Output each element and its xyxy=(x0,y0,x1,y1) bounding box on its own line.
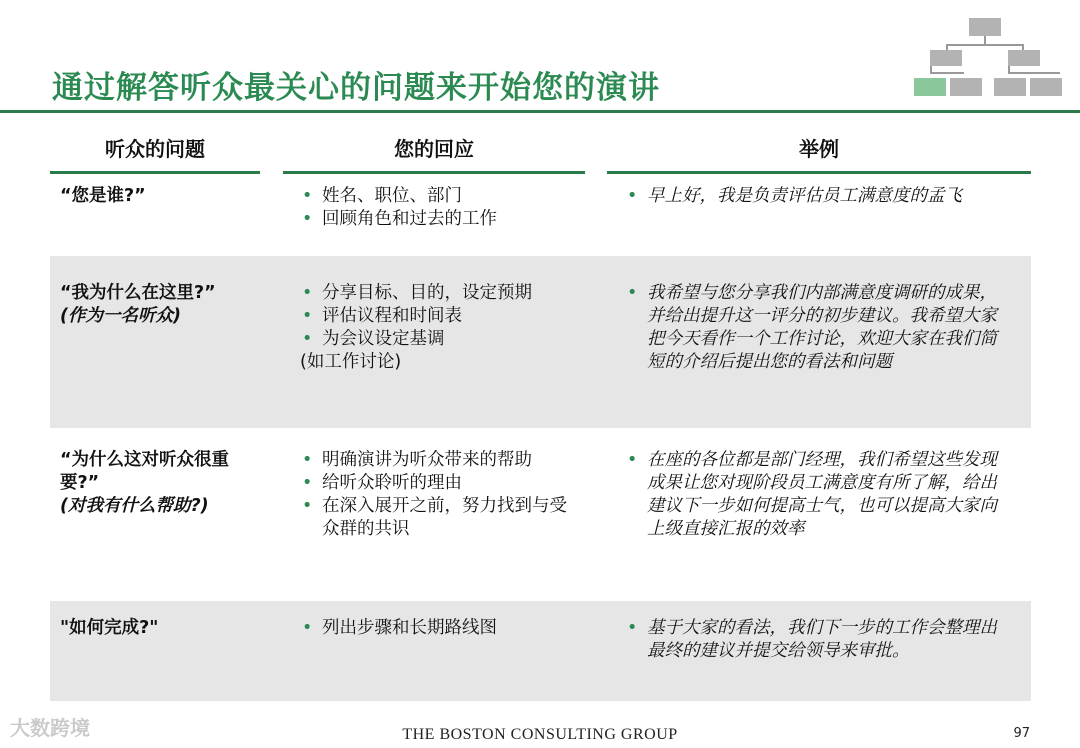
example-text: • 在座的各位都是部门经理，我们希望这些发现成果让您对现阶段员工满意度有所了解，给出建议下一步如何提高士气，也可以提高大家向上级直接汇报的效率 xyxy=(625,449,1010,541)
example-cell xyxy=(625,185,1010,208)
response-cell xyxy=(300,449,575,541)
page-number: 97 xyxy=(1013,726,1030,741)
response-cell xyxy=(300,282,575,374)
footer-brand: THE BOSTON CONSULTING GROUP xyxy=(402,726,678,743)
response-item: • 明确演讲为听众带来的帮助 xyxy=(300,449,575,472)
example-text: • 我希望与您分享我们内部满意度调研的成果，并给出提升这一评分的初步建议。我希望大家把今天看作一个工作讨论，欢迎大家在我们简短的介绍后提出您的看法和问题 xyxy=(625,282,1010,374)
column-rule xyxy=(283,171,585,174)
response-item: • 姓名、职位、部门 xyxy=(300,185,580,208)
response-item: • 为会议设定基调 xyxy=(300,328,575,351)
column-rule xyxy=(50,171,260,174)
column-header-response: 您的回应 xyxy=(394,137,474,161)
question-cell xyxy=(60,282,270,328)
question-cell xyxy=(60,449,250,518)
question-cell xyxy=(60,617,270,640)
response-item: • 评估议程和时间表 xyxy=(300,305,575,328)
example-cell xyxy=(625,449,1010,541)
response-item: • 回顾角色和过去的工作 xyxy=(300,208,580,231)
question-subtext: (作为一名听众) xyxy=(60,306,181,326)
question-text: “为什么这对听众很重要?” xyxy=(60,450,230,493)
title-rule xyxy=(0,110,1080,113)
example-cell xyxy=(625,282,1010,374)
example-text: • 早上好，我是负责评估员工满意度的孟飞 xyxy=(625,185,1010,208)
response-item: • 给听众聆听的理由 xyxy=(300,472,575,495)
response-cell xyxy=(300,617,580,640)
page-title: 通过解答听众最关心的问题来开始您的演讲 xyxy=(52,70,660,106)
response-cell xyxy=(300,185,580,231)
response-item: • 在深入展开之前，努力找到与受众群的共识 xyxy=(300,495,575,541)
question-subtext: (对我有什么帮助?) xyxy=(60,496,209,516)
response-item: • 分享目标、目的，设定预期 xyxy=(300,282,575,305)
column-rule xyxy=(607,171,1031,174)
response-note: (如工作讨论) xyxy=(300,352,402,372)
question-text: “您是谁?” xyxy=(60,186,146,206)
column-header-example: 举例 xyxy=(799,137,839,161)
question-text: "如何完成?" xyxy=(60,618,159,638)
question-text: “我为什么在这里?” xyxy=(60,283,216,303)
column-header-question: 听众的问题 xyxy=(105,137,205,161)
question-cell xyxy=(60,185,270,208)
response-item: • 列出步骤和长期路线图 xyxy=(300,617,580,640)
watermark: 大数跨境 xyxy=(10,716,90,740)
example-cell xyxy=(625,617,1010,663)
example-text: • 基于大家的看法，我们下一步的工作会整理出最终的建议并提交给领导来审批。 xyxy=(625,617,1010,663)
